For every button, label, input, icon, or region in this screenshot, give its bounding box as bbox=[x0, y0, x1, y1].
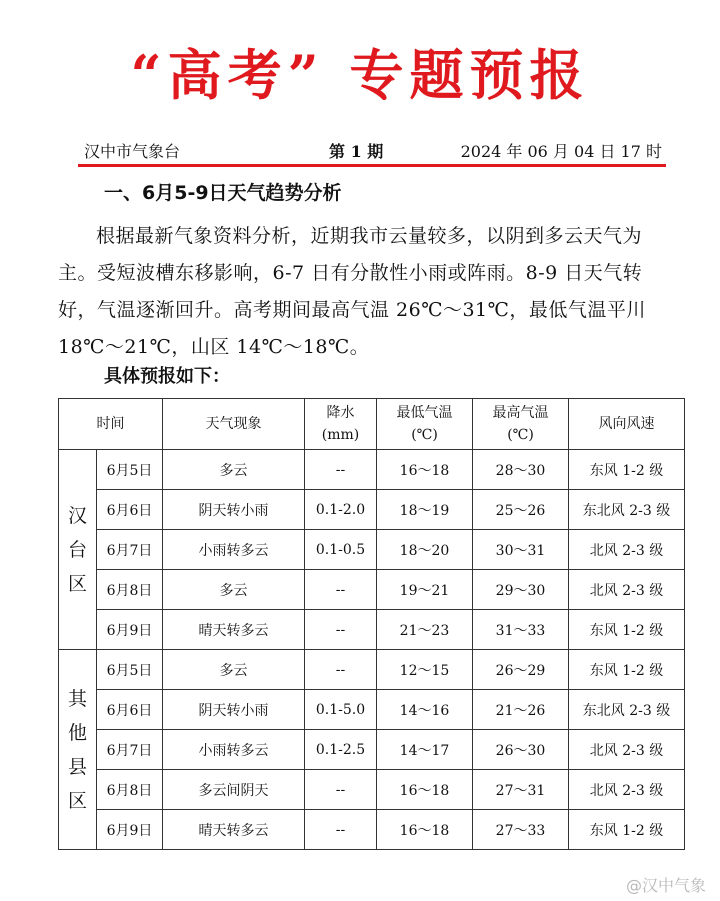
issue-number: 第 1 期 bbox=[329, 142, 384, 161]
weather-cell: 多云间阴天 bbox=[163, 770, 305, 810]
report-meta bbox=[84, 135, 662, 163]
weather-cell: 多云 bbox=[163, 650, 305, 690]
header-time: 时间 bbox=[59, 399, 163, 450]
wind-cell: 东北风 2-3 级 bbox=[569, 490, 685, 530]
wind-cell: 北风 2-3 级 bbox=[569, 730, 685, 770]
header-precip-unit: (mm) bbox=[321, 427, 360, 443]
min-temp-cell: 16～18 bbox=[377, 810, 473, 850]
header-min-temp bbox=[377, 399, 473, 450]
table-row bbox=[59, 570, 685, 610]
date-cell: 6月7日 bbox=[97, 730, 163, 770]
max-temp-cell: 29～30 bbox=[473, 570, 569, 610]
header-precip bbox=[305, 399, 377, 450]
precip-cell: -- bbox=[305, 770, 377, 810]
wind-cell: 东风 1-2 级 bbox=[569, 650, 685, 690]
region-char: 其 bbox=[67, 687, 87, 710]
weather-cell: 阴天转小雨 bbox=[163, 490, 305, 530]
weather-cell: 小雨转多云 bbox=[163, 530, 305, 570]
region-label bbox=[59, 650, 97, 850]
precip-cell: 0.1-0.5 bbox=[305, 530, 377, 570]
header-max-temp-label: 最高气温 bbox=[492, 405, 549, 421]
max-temp-cell: 30～31 bbox=[473, 530, 569, 570]
min-temp-cell: 14～17 bbox=[377, 730, 473, 770]
date-cell: 6月5日 bbox=[97, 450, 163, 490]
table-row bbox=[59, 450, 685, 490]
min-temp-cell: 12～15 bbox=[377, 650, 473, 690]
table-row bbox=[59, 810, 685, 850]
table-row bbox=[59, 650, 685, 690]
issue-date: 2024 年 06 月 04 日 17 时 bbox=[460, 142, 662, 161]
date-cell: 6月7日 bbox=[97, 530, 163, 570]
precip-cell: -- bbox=[305, 570, 377, 610]
wind-cell: 北风 2-3 级 bbox=[569, 530, 685, 570]
report-title: “高考” 专题预报 bbox=[130, 43, 590, 107]
forecast-table bbox=[58, 398, 685, 850]
table-row bbox=[59, 610, 685, 650]
header-weather: 天气现象 bbox=[163, 399, 305, 450]
region-char: 他 bbox=[67, 721, 87, 744]
table-row bbox=[59, 490, 685, 530]
region-char: 区 bbox=[67, 789, 87, 812]
min-temp-cell: 16～18 bbox=[377, 450, 473, 490]
max-temp-cell: 27～31 bbox=[473, 770, 569, 810]
precip-cell: -- bbox=[305, 610, 377, 650]
table-row bbox=[59, 690, 685, 730]
precip-cell: -- bbox=[305, 810, 377, 850]
precip-cell: -- bbox=[305, 650, 377, 690]
header-rule bbox=[78, 164, 666, 167]
min-temp-cell: 18～20 bbox=[377, 530, 473, 570]
weather-cell: 晴天转多云 bbox=[163, 810, 305, 850]
date-cell: 6月9日 bbox=[97, 810, 163, 850]
wind-cell: 东风 1-2 级 bbox=[569, 610, 685, 650]
max-temp-cell: 31～33 bbox=[473, 610, 569, 650]
table-body bbox=[59, 450, 685, 850]
header-precip-label: 降水 bbox=[326, 405, 355, 421]
min-temp-cell: 21～23 bbox=[377, 610, 473, 650]
wind-cell: 东风 1-2 级 bbox=[569, 810, 685, 850]
section-title: 一、6月5-9日天气趋势分析 bbox=[104, 182, 342, 204]
precip-cell: 0.1-2.0 bbox=[305, 490, 377, 530]
min-temp-cell: 19～21 bbox=[377, 570, 473, 610]
wind-cell: 东北风 2-3 级 bbox=[569, 690, 685, 730]
max-temp-cell: 26～30 bbox=[473, 730, 569, 770]
wind-cell: 北风 2-3 级 bbox=[569, 570, 685, 610]
region-char: 台 bbox=[67, 538, 87, 561]
precip-cell: 0.1-2.5 bbox=[305, 730, 377, 770]
table-row bbox=[59, 770, 685, 810]
min-temp-cell: 16～18 bbox=[377, 770, 473, 810]
precip-cell: 0.1-5.0 bbox=[305, 690, 377, 730]
forecast-subheading: 具体预报如下： bbox=[104, 366, 230, 387]
issuing-organization: 汉中市气象台 bbox=[84, 142, 181, 161]
weather-cell: 多云 bbox=[163, 450, 305, 490]
weather-cell: 小雨转多云 bbox=[163, 730, 305, 770]
min-temp-cell: 18～19 bbox=[377, 490, 473, 530]
max-temp-cell: 25～26 bbox=[473, 490, 569, 530]
wind-cell: 东风 1-2 级 bbox=[569, 450, 685, 490]
weather-cell: 晴天转多云 bbox=[163, 610, 305, 650]
table-header-row bbox=[59, 399, 685, 450]
date-cell: 6月5日 bbox=[97, 650, 163, 690]
header-min-temp-label: 最低气温 bbox=[396, 405, 453, 421]
date-cell: 6月6日 bbox=[97, 490, 163, 530]
region-char: 县 bbox=[67, 755, 87, 778]
date-cell: 6月8日 bbox=[97, 770, 163, 810]
region-label bbox=[59, 450, 97, 650]
max-temp-cell: 27～33 bbox=[473, 810, 569, 850]
header-max-temp bbox=[473, 399, 569, 450]
min-temp-cell: 14～16 bbox=[377, 690, 473, 730]
max-temp-cell: 21～26 bbox=[473, 690, 569, 730]
weather-cell: 多云 bbox=[163, 570, 305, 610]
table-row bbox=[59, 530, 685, 570]
region-char: 区 bbox=[67, 572, 87, 595]
date-cell: 6月8日 bbox=[97, 570, 163, 610]
header-max-temp-unit: (℃) bbox=[507, 427, 534, 443]
weather-cell: 阴天转小雨 bbox=[163, 690, 305, 730]
analysis-paragraph: 根据最新气象资料分析，近期我市云量较多，以阴到多云天气为主。受短波槽东移影响，6-7 日有分散性小雨或阵雨。8-9 日天气转好，气温逐渐回升。高考期间最高气温 26℃～31℃，最低气温平川 18℃～21℃，山区 14℃～18℃。 bbox=[58, 225, 646, 358]
watermark: @汉中气象 bbox=[625, 876, 706, 895]
wind-cell: 北风 2-3 级 bbox=[569, 770, 685, 810]
header-wind: 风向风速 bbox=[569, 399, 685, 450]
precip-cell: -- bbox=[305, 450, 377, 490]
date-cell: 6月9日 bbox=[97, 610, 163, 650]
max-temp-cell: 28～30 bbox=[473, 450, 569, 490]
table-row bbox=[59, 730, 685, 770]
date-cell: 6月6日 bbox=[97, 690, 163, 730]
max-temp-cell: 26～29 bbox=[473, 650, 569, 690]
region-char: 汉 bbox=[67, 504, 87, 527]
header-min-temp-unit: (℃) bbox=[411, 427, 438, 443]
